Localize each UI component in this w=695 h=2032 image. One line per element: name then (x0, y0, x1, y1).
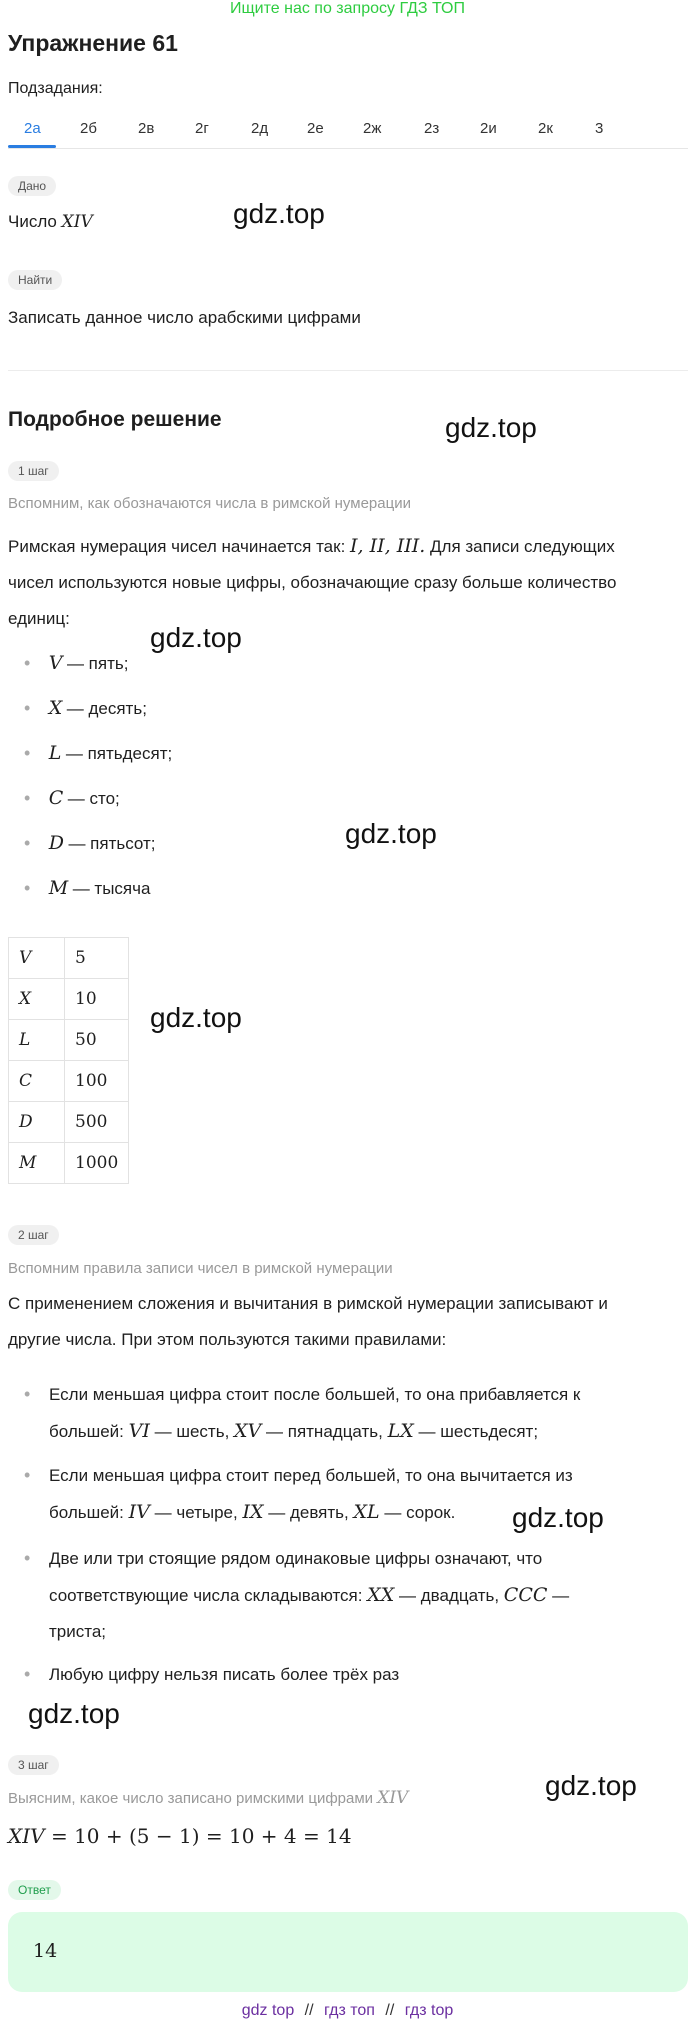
tab-2i[interactable]: 2и (480, 120, 497, 137)
page-title: Упражнение 61 (8, 30, 178, 56)
tab-2e[interactable]: 2е (307, 120, 324, 137)
step1-badge: 1 шаг (8, 461, 59, 481)
find-text: Записать данное число арабскими цифрами (8, 308, 361, 327)
given-badge: Дано (8, 176, 56, 196)
bullet-icon: • (24, 743, 31, 763)
solution-title: Подробное решение (8, 408, 222, 431)
digit-text: — пятьсот; (68, 834, 156, 853)
step1-p1-line3: единиц: (8, 609, 70, 628)
table-cell: C (9, 1061, 65, 1102)
equation-rhs: = 10 + (5 − 1) = 10 + 4 = 14 (44, 1824, 352, 1848)
list-item (24, 787, 120, 821)
watermark: gdz.top (28, 1698, 120, 1729)
rule3-line2 (49, 1577, 689, 1614)
step1-p1-math: I, II, III. (350, 535, 426, 557)
rule3-line1: Две или три стоящие рядом одинаковые цифры означают, что (49, 1549, 543, 1568)
math-xx: XX (367, 1584, 395, 1606)
math-lx: LX (387, 1420, 414, 1442)
digit-symbol: X (48, 697, 63, 719)
tab-2zh[interactable]: 2ж (363, 120, 382, 137)
tab-2g[interactable]: 2г (195, 120, 209, 137)
digit-text: — сто; (67, 789, 120, 808)
given-text (8, 212, 93, 232)
table-cell: 100 (65, 1061, 129, 1102)
tab-2d[interactable]: 2д (251, 120, 269, 137)
tab-2z[interactable]: 2з (424, 120, 440, 137)
digit-symbol: L (48, 742, 62, 764)
table-row (9, 1020, 129, 1061)
bullet-icon: • (24, 788, 31, 808)
math-ccc: CCC (503, 1584, 548, 1606)
tab-2a[interactable]: 2а (24, 120, 41, 137)
tab-2b[interactable]: 2б (80, 120, 97, 137)
subtasks-label: Подзадания: (8, 80, 103, 97)
rule2-line1: Если меньшая цифра стоит перед большей, то она вычитается из (49, 1466, 573, 1485)
answer-value: 14 (33, 1940, 58, 1962)
step1-p1a: Римская нумерация чисел начинается так: (8, 537, 346, 556)
rule2-t3: — сорок. (384, 1503, 456, 1522)
table-cell: V (9, 938, 65, 979)
step2-paragraph (8, 1286, 693, 1358)
given-prefix: Число (8, 212, 57, 231)
tab-2v[interactable]: 2в (138, 120, 155, 137)
divider (8, 370, 688, 371)
math-xl: XL (353, 1501, 380, 1523)
table-cell: L (9, 1020, 65, 1061)
digit-text: — десять; (66, 699, 147, 718)
step2-line2: другие числа. При этом пользуются такими правилами: (8, 1330, 447, 1349)
footer-link-gdz-top-mixed[interactable]: гдз top (404, 2002, 454, 2019)
bullet-icon: • (24, 1664, 31, 1684)
table-cell: 500 (65, 1102, 129, 1143)
watermark: gdz.top (445, 412, 537, 443)
watermark: gdz.top (545, 1770, 637, 1801)
list-item (24, 742, 172, 776)
digit-text: — пятьдесят; (65, 744, 173, 763)
search-banner: Ищите нас по запросу ГДЗ ТОП (230, 0, 465, 17)
table-cell: M (9, 1143, 65, 1184)
list-item (24, 652, 128, 686)
math-ix: IX (242, 1501, 264, 1523)
bullet-icon: • (24, 1548, 31, 1568)
watermark: gdz.top (512, 1502, 604, 1533)
table-cell: X (9, 979, 65, 1020)
equation-lhs: XIV (8, 1824, 45, 1848)
table-row (9, 1143, 129, 1184)
rule1-t1: — шесть, (154, 1422, 230, 1441)
table-cell: D (9, 1102, 65, 1143)
table-row (9, 1061, 129, 1102)
rule3-t2: — (552, 1586, 570, 1605)
step2-line1: С применением сложения и вычитания в римской нумерации записывают и (8, 1294, 608, 1313)
bullet-icon: • (24, 1465, 31, 1485)
find-badge: Найти (8, 270, 62, 290)
bullet-icon: • (24, 878, 31, 898)
answer-badge: Ответ (8, 1880, 61, 1900)
bullet-icon: • (24, 833, 31, 853)
digit-text: — пять; (66, 654, 129, 673)
math-xv: XV (234, 1420, 262, 1442)
step1-p1b: Для записи следующих (430, 537, 615, 556)
list-item (24, 697, 147, 731)
bullet-icon: • (24, 653, 31, 673)
table-row (9, 938, 129, 979)
step3-badge: 3 шаг (8, 1755, 59, 1775)
rule1-line1: Если меньшая цифра стоит после большей, то она прибавляется к (49, 1385, 581, 1404)
step1-paragraph (8, 528, 693, 637)
footer-links (0, 2002, 695, 2020)
step1-subtitle: Вспомним, как обозначаются числа в римской нумерации (8, 495, 411, 512)
bullet-icon: • (24, 1384, 31, 1404)
footer-link-gdz-top[interactable]: gdz top (241, 2002, 295, 2019)
step3-subtitle-text: Выясним, какое число записано римскими цифрами (8, 1790, 374, 1807)
footer-separator: // (385, 2002, 395, 2019)
digit-text: — тысяча (72, 879, 151, 898)
step3-subtitle (8, 1788, 408, 1808)
rule2-prefix: большей: (49, 1503, 124, 1522)
rule-3 (49, 1541, 689, 1650)
footer-separator: // (304, 2002, 314, 2019)
table-cell: 10 (65, 979, 129, 1020)
rule1-line2 (49, 1413, 689, 1450)
step3-subtitle-math: XIV (377, 1788, 409, 1808)
watermark: gdz.top (150, 1002, 242, 1033)
rule2-t1: — четыре, (154, 1503, 238, 1522)
active-tab-indicator (8, 145, 56, 148)
rule1-t2: — пятнадцать, (266, 1422, 383, 1441)
math-iv: IV (128, 1501, 150, 1523)
list-item (24, 877, 150, 911)
subtask-tabs (8, 112, 688, 149)
digit-symbol: M (48, 877, 69, 899)
table-row (9, 979, 129, 1020)
given-number: XIV (61, 212, 93, 232)
solution-equation (8, 1824, 352, 1849)
rule3-t1: — двадцать, (399, 1586, 500, 1605)
step2-subtitle: Вспомним правила записи чисел в римской нумерации (8, 1260, 393, 1277)
step2-badge: 2 шаг (8, 1225, 59, 1245)
table-cell: 5 (65, 938, 129, 979)
roman-values-table (8, 937, 129, 1184)
tab-2k[interactable]: 2к (538, 120, 553, 137)
rule3-line3: триста; (49, 1622, 107, 1641)
digit-symbol: V (48, 652, 63, 674)
rule3-prefix: соответствующие числа складываются: (49, 1586, 363, 1605)
bullet-icon: • (24, 698, 31, 718)
watermark: gdz.top (233, 198, 325, 229)
watermark: gdz.top (345, 818, 437, 849)
digit-symbol: C (48, 787, 64, 809)
rule-1 (49, 1377, 689, 1450)
table-cell: 50 (65, 1020, 129, 1061)
step1-p1-line2: чисел используются новые цифры, обозначающие сразу больше количество (8, 573, 617, 592)
table-row (9, 1102, 129, 1143)
footer-link-gdz-top-ru[interactable]: гдз топ (324, 2002, 375, 2019)
rule1-prefix: большей: (49, 1422, 124, 1441)
digit-symbol: D (48, 832, 64, 854)
rule2-t2: — девять, (268, 1503, 349, 1522)
watermark: gdz.top (150, 622, 242, 653)
math-vi: VI (128, 1420, 150, 1442)
rule-4: Любую цифру нельзя писать более трёх раз (49, 1665, 400, 1684)
rule1-t3: — шестьдесят; (418, 1422, 539, 1441)
answer-box (8, 1912, 688, 1992)
table-cell: 1000 (65, 1143, 129, 1184)
tab-3[interactable]: 3 (595, 120, 604, 137)
list-item (24, 832, 156, 866)
